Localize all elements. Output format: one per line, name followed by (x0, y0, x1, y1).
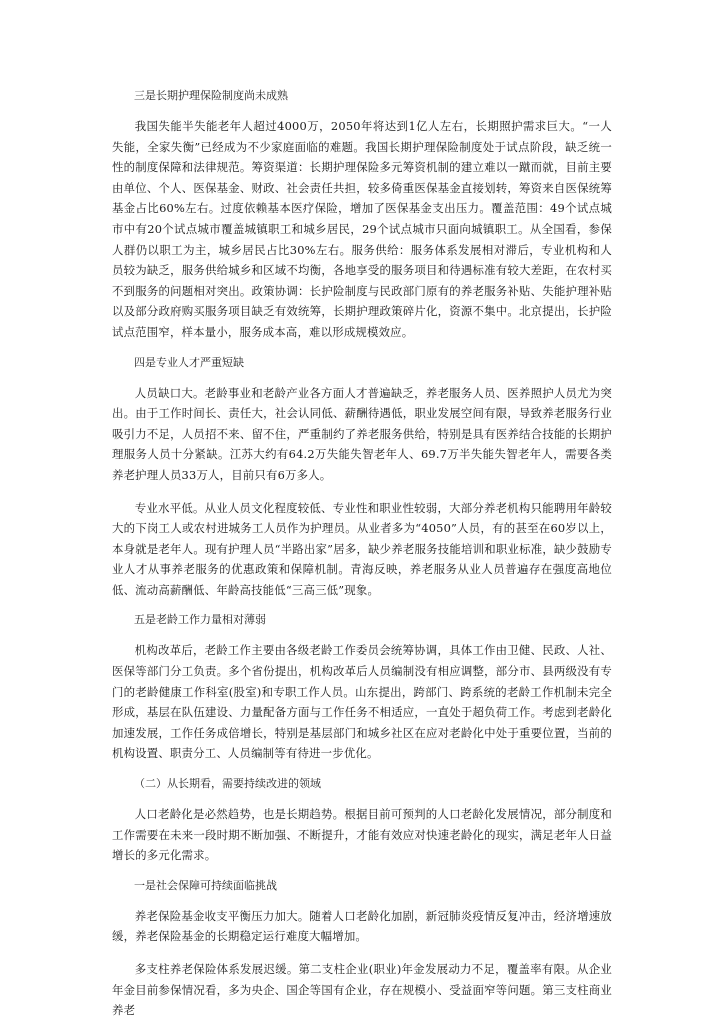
section-heading-talent-shortage: 四是专业人才严重短缺 (134, 355, 244, 369)
section-heading-social-security: 一是社会保障可持续面临挑战 (134, 878, 277, 892)
paragraph-institutional-reform: 机构改革后，老龄工作主要由各级老龄工作委员会统筹协调，具体工作由卫健、民政、人社、医保等部门分工负责。多个省份提出，机构改革后人员编制没有相应调整，部分市、县两级没有专门的老龄健康工作科室(股室)和专职工作人员。山东提出，跨部门、跨系统的老龄工作机制未完全形成，基层在队伍建设、力量配备方面与工作任务不相适应，一直处于超负荷工作。考虑到老龄化加速发展，工作任务成倍增长，特别是基层部门和城乡社区在应对老龄化中处于重要位置，当前的机构设置、职责分工、人员编制等有待进一步优化。 (112, 643, 612, 761)
paragraph-staff-gap: 人员缺口大。老龄事业和老龄产业各方面人才普遍缺乏，养老服务人员、医养照护人员尤为突出。由于工作时间长、责任大，社会认同低、薪酬待遇低，职业发展空间有限，导致养老服务行业吸引力不足，人员招不来、留不住，严重制约了养老服务供给，特别是具有医养结合技能的长期护理服务人员十分紧缺。江苏大约有64.2万失能失智老年人、69.7万半失能失智老年人，需要各类养老护理人员33万人，目前只有6万多人。 (112, 385, 612, 482)
paragraph-pension-fund-balance: 养老保险基金收支平衡压力加大。随着人口老龄化加剧，新冠肺炎疫情反复冲击，经济增速放缓，养老保险基金的长期稳定运行难度大幅增加。 (112, 908, 612, 944)
section-heading-aging-work-capacity: 五是老龄工作力量相对薄弱 (134, 613, 266, 627)
paragraph-ltc-insurance: 我国失能半失能老年人超过4000万，2050年将达到1亿人左右，长期照护需求巨大。“一人失能，全家失衡”已经成为不少家庭面临的难题。我国长期护理保险制度处于试点阶段，缺乏统一性的制度保障和法律规范。筹资渠道：长期护理保险多元筹资机制的建立难以一蹴而就，目前主要由单位、个人、医保基金、财政、社会责任共担，较多倚重医保基金直接划转，筹资来自医保统筹基金占比60%左右。过度依赖基本医疗保险，增加了医保基金支出压力。覆盖范围：49个试点城市中有20个试点城市覆盖城镇职工和城乡居民，29个试点城市只面向城镇职工。从全国看，参保人群仍以职工为主，城乡居民占比30%左右。服务供给：服务体系发展相对滞后，专业机构和人员较为缺乏，服务供给城乡和区域不均衡，各地享受的服务项目和待遇标准有较大差距，在农村买不到服务的问题相对突出。政策协调：长护险制度与民政部门原有的养老服务补贴、失能护理补贴以及部分政府购买服务项目缺乏有效统筹，长期护理政策碎片化，资源不集中。北京提出，长护险试点范围窄，样本量小，服务成本高，难以形成规模效应。 (112, 119, 612, 339)
section-heading-ltc-insurance: 三是长期护理保险制度尚未成熟 (134, 89, 288, 102)
paragraph-aging-trend: 人口老龄化是必然趋势，也是长期趋势。根据目前可预判的人口老龄化发展情况，部分制度和工作需要在未来一段时期不断加强、不断提升，才能有效应对快速老龄化的现实，满足老年人日益增长的多元化需求。 (112, 807, 612, 863)
paragraph-skill-level: 专业水平低。从业人员文化程度较低、专业性和职业性较弱，大部分养老机构只能聘用年龄较大的下岗工人或农村进城务工人员作为护理员。从业者多为“4050”人员，有的甚至在60岁以上，本身就是老年人。现有护理人员“半路出家”居多，缺少养老服务技能培训和职业标准，缺少鼓励专业人才从事养老服务的优惠政策和保障机制。青海反映，养老服务从业人员普遍存在强度高地位低、流动高薪酬低、年龄高技能低“三高三低”现象。 (112, 500, 612, 597)
document-page (112, 88, 612, 1033)
paragraph-multi-pillar-pension: 多支柱养老保险体系发展迟缓。第二支柱企业(职业)年金发展动力不足，覆盖率有限。从企业年金目前参保情况看，多为央企、国企等国有企业，存在规模小、受益面窄等问题。第三支柱商业养老 (112, 962, 612, 1018)
section-heading-long-term-areas: （二）从长期看，需要持续改进的领域 (134, 777, 321, 791)
